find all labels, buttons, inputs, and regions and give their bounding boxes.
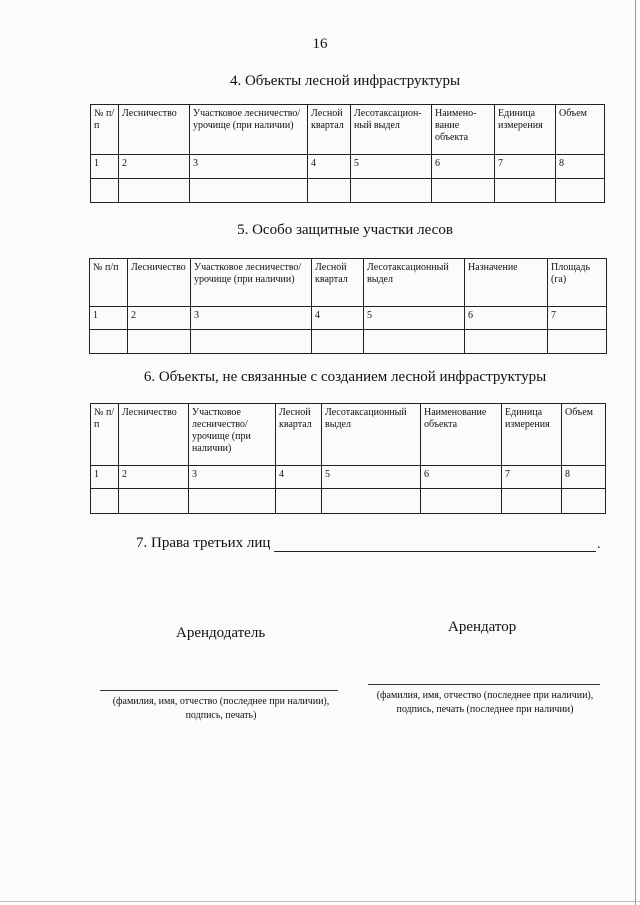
header-cell: Участковое лесничество/ урочище (при наличии)	[189, 404, 276, 466]
number-cell: 5	[322, 466, 421, 489]
header-cell: № п/п	[91, 404, 119, 466]
number-cell: 4	[276, 466, 322, 489]
empty-cell	[119, 489, 189, 514]
empty-cell	[364, 330, 465, 354]
header-cell: Лесной квартал	[308, 105, 351, 155]
lessor-signature-line	[100, 690, 338, 691]
header-cell: Участковое лесничество/урочище (при наличии)	[190, 105, 308, 155]
section-5-title: 5. Особо защитные участки лесов	[237, 222, 453, 238]
table-header-row	[91, 105, 605, 155]
section-4-table	[90, 104, 605, 203]
header-cell: Наимено-вание объекта	[432, 105, 495, 155]
number-cell: 7	[495, 155, 556, 179]
page-edge-bottom	[0, 901, 640, 902]
number-cell: 1	[90, 307, 128, 330]
empty-cell	[351, 179, 432, 203]
lessor-title: Арендодатель	[176, 625, 266, 641]
empty-cell	[312, 330, 364, 354]
header-cell: Лесотаксационный выдел	[322, 404, 421, 466]
number-cell: 2	[119, 155, 190, 179]
header-cell: Лесничество	[119, 404, 189, 466]
lessee-signature-caption	[356, 689, 614, 717]
header-cell: Лесной квартал	[312, 259, 364, 307]
number-cell: 3	[190, 155, 308, 179]
number-cell: 6	[465, 307, 548, 330]
table-empty-row	[91, 179, 605, 203]
number-cell: 8	[562, 466, 606, 489]
header-cell: Объем	[562, 404, 606, 466]
empty-cell	[548, 330, 607, 354]
number-cell: 4	[312, 307, 364, 330]
lessee-title: Арендатор	[448, 619, 517, 635]
table-header-row	[91, 404, 606, 466]
empty-cell	[191, 330, 312, 354]
header-cell: Лесотаксацион-ный выдел	[351, 105, 432, 155]
header-cell: Единица измерения	[502, 404, 562, 466]
third-party-rights-blank-line	[274, 551, 596, 552]
empty-cell	[190, 179, 308, 203]
number-cell: 4	[308, 155, 351, 179]
lessee-caption-line-1: (фамилия, имя, отчество (последнее при наличии),	[376, 690, 594, 701]
empty-cell	[502, 489, 562, 514]
number-cell: 5	[364, 307, 465, 330]
third-party-rights	[136, 535, 606, 552]
header-cell: Лесничество	[119, 105, 190, 155]
header-cell: Назначение	[465, 259, 548, 307]
number-cell: 8	[556, 155, 605, 179]
empty-cell	[91, 489, 119, 514]
header-cell: № п/п	[91, 105, 119, 155]
lessee-signature-line	[368, 684, 600, 685]
number-cell: 3	[189, 466, 276, 489]
empty-cell	[189, 489, 276, 514]
number-cell: 1	[91, 466, 119, 489]
empty-cell	[90, 330, 128, 354]
empty-cell	[322, 489, 421, 514]
table-empty-row	[91, 489, 606, 514]
number-cell: 5	[351, 155, 432, 179]
page-number: 16	[312, 36, 328, 52]
header-cell: Лесотаксационный выдел	[364, 259, 465, 307]
empty-cell	[276, 489, 322, 514]
number-cell: 2	[119, 466, 189, 489]
empty-cell	[308, 179, 351, 203]
empty-cell	[562, 489, 606, 514]
header-cell: Лесничество	[128, 259, 191, 307]
lessor-caption-line-2: подпись, печать)	[185, 710, 257, 721]
section-5-table	[89, 258, 607, 354]
empty-cell	[465, 330, 548, 354]
header-cell: Участковое лесничество/урочище (при наличии)	[191, 259, 312, 307]
empty-cell	[421, 489, 502, 514]
empty-cell	[91, 179, 119, 203]
third-party-rights-end-mark: .	[597, 537, 601, 552]
header-cell: Лесной квартал	[276, 404, 322, 466]
empty-cell	[128, 330, 191, 354]
table-empty-row	[90, 330, 607, 354]
lessor-signature-caption	[96, 695, 346, 723]
third-party-rights-label: 7. Права третьих лиц	[136, 535, 271, 551]
header-cell: № п/п	[90, 259, 128, 307]
header-cell: Единица измерения	[495, 105, 556, 155]
lessee-caption-line-2: подпись, печать (последнее при наличии)	[396, 704, 574, 715]
section-4-title: 4. Объекты лесной инфраструктуры	[229, 73, 461, 89]
number-cell: 7	[548, 307, 607, 330]
number-cell: 3	[191, 307, 312, 330]
page-edge-right	[635, 0, 636, 905]
header-cell: Площадь (га)	[548, 259, 607, 307]
section-6-table	[90, 403, 606, 514]
header-cell: Наименование объекта	[421, 404, 502, 466]
table-number-row	[90, 307, 607, 330]
table-number-row	[91, 466, 606, 489]
lessor-caption-line-1: (фамилия, имя, отчество (последнее при наличии),	[112, 696, 330, 707]
number-cell: 1	[91, 155, 119, 179]
empty-cell	[432, 179, 495, 203]
empty-cell	[556, 179, 605, 203]
empty-cell	[495, 179, 556, 203]
table-header-row	[90, 259, 607, 307]
empty-cell	[119, 179, 190, 203]
number-cell: 7	[502, 466, 562, 489]
number-cell: 2	[128, 307, 191, 330]
section-6-title: 6. Объекты, не связанные с созданием лесной инфраструктуры	[143, 369, 547, 385]
table-number-row	[91, 155, 605, 179]
number-cell: 6	[432, 155, 495, 179]
header-cell: Объем	[556, 105, 605, 155]
number-cell: 6	[421, 466, 502, 489]
